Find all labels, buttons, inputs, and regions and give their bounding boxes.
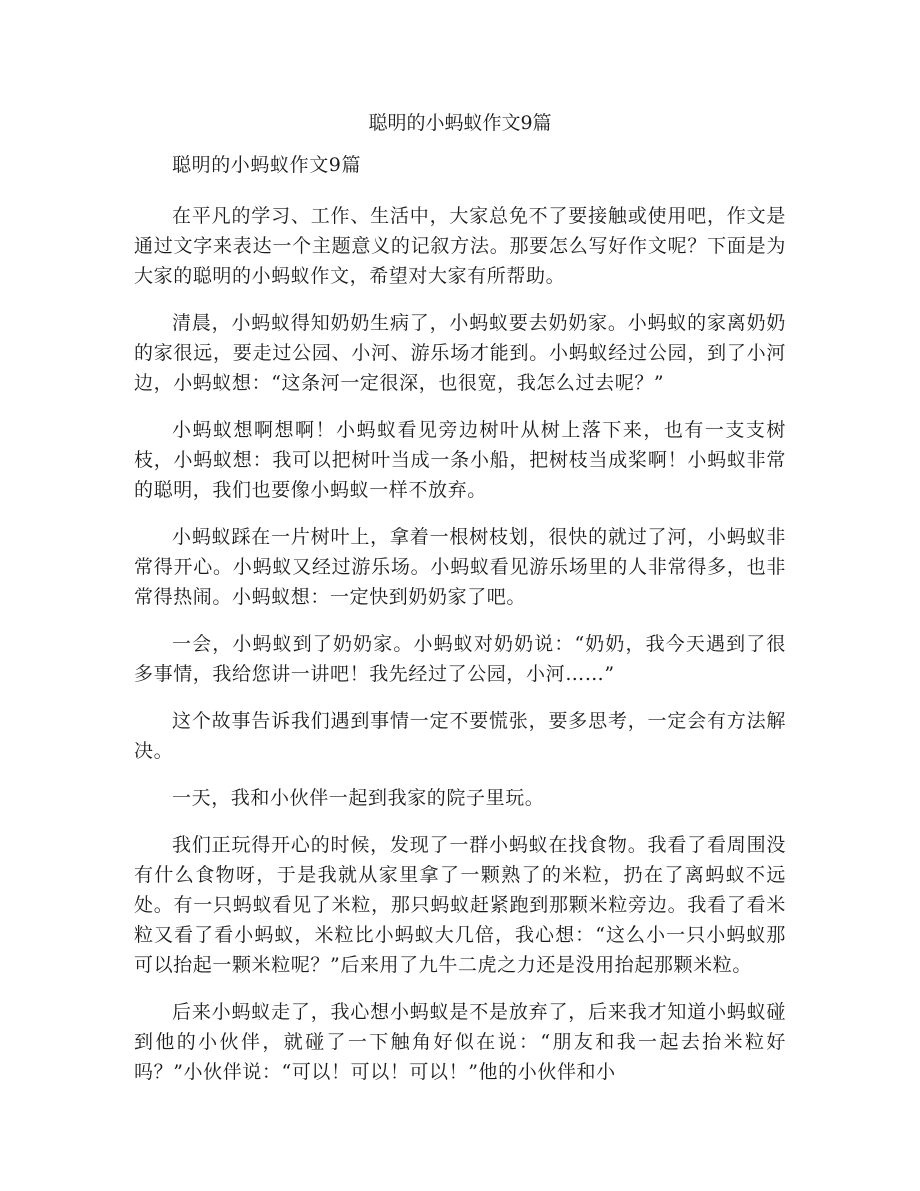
paragraph: 小蚂蚁想啊想啊！小蚂蚁看见旁边树叶从树上落下来，也有一支支树枝，小蚂蚁想：我可以把树叶当成一条小船，把树枝当成桨啊！小蚂蚁非常的聪明，我们也要像小蚂蚁一样不放弃。 (134, 419, 786, 501)
paragraph: 小蚂蚁踩在一片树叶上，拿着一根树枝划，很快的就过了河，小蚂蚁非常得开心。小蚂蚁又经过游乐场。小蚂蚁看见游乐场里的人非常得多，也非常得热闹。小蚂蚁想：一定快到奶奶家了吧。 (134, 526, 786, 608)
paragraph: 我们正玩得开心的时候，发现了一群小蚂蚁在找食物。我看了看周围没有什么食物呀，于是我就从家里拿了一颗熟了的米粒，扔在了离蚂蚁不远处。有一只蚂蚁看见了米粒，那只蚂蚁赶紧跑到那颗米粒旁边。我看了看米粒又看了看小蚂蚁，米粒比小蚂蚁大几倍，我心想：“这么小一只小蚂蚁那可以抬起一颗米粒呢？”后来用了九牛二虎之力还是没用抬起那颗米粒。 (134, 834, 786, 976)
paragraph-subtitle: 聪明的小蚂蚁作文9篇 (172, 154, 362, 176)
document-title: 聪明的小蚂蚁作文9篇 (368, 112, 552, 134)
paragraph: 一会，小蚂蚁到了奶奶家。小蚂蚁对奶奶说：“奶奶，我今天遇到了很多事情，我给您讲一讲吧！我先经过了公园，小河……” (134, 633, 786, 685)
document-body (134, 150, 786, 1104)
paragraph: 后来小蚂蚁走了，我心想小蚂蚁是不是放弃了，后来我才知道小蚂蚁碰到他的小伙伴，就碰了一下触角好似在说：“朋友和我一起去抬米粒好吗？”小伙伴说：“可以！可以！可以！”他的小伙伴和小 (134, 1001, 786, 1083)
paragraph: 清晨，小蚂蚁得知奶奶生病了，小蚂蚁要去奶奶家。小蚂蚁的家离奶奶的家很远，要走过公园、小河、游乐场才能到。小蚂蚁经过公园，到了小河边，小蚂蚁想：“这条河一定很深，也很宽，我怎么过去呢？” (134, 312, 786, 394)
paragraph: 一天，我和小伙伴一起到我家的院子里玩。 (172, 787, 545, 809)
paragraph-intro: 在平凡的学习、工作、生活中，大家总免不了要接触或使用吧，作文是通过文字来表达一个主题意义的记叙方法。那要怎么写好作文呢？下面是为大家的聪明的小蚂蚁作文，希望对大家有所帮助。 (134, 205, 786, 287)
paragraph: 这个故事告诉我们遇到事情一定不要慌张，要多思考，一定会有方法解决。 (134, 710, 786, 762)
